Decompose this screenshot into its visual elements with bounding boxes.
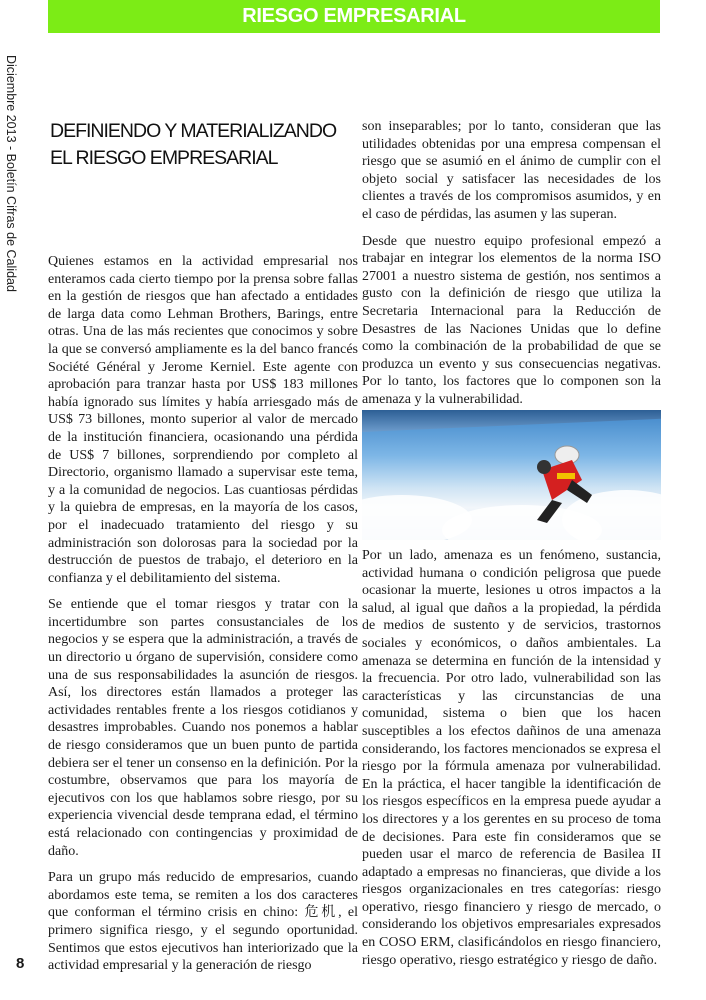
skydiver-figure [512,425,602,525]
paragraph: Para un grupo más reducido de empresarios, cuando abordamos este tema, se remiten a los dos caracteres que conforman el término crisis en chino: 危机, el primero significa riesgo, y el segundo oportunidad. Sentimos que estos ejecutivos han interiorizado que la actividad empresarial y la generación de riesgo [48,870,358,974]
section-title: RIESGO EMPRESARIAL [242,5,466,27]
running-head-text: Diciembre 2013 - Boletín Cifras de Calidad [4,55,18,292]
paragraph: Quienes estamos en la actividad empresarial nos enteramos cada cierto tiempo por la prensa sobre fallas en la gestión de riesgos que han afectado a entidades de larga data como Lehman Brothers, Barings, entre otras. Una de las más recientes que conocimos y sobre la que se conversó ampliamente es la del banco francés Société Général y Jerome Kerniel. Este agente con aprobación para tranzar hasta por US$ 183 millones había ignorado sus límites y había arriesgado más de US$ 73 billones, monto superior al valor de mercado de la institución financiera, ocasionando una pérdida de US$ 7 billones, sorprendiendo por completo al Directorio, organismo llamado a supervisar este tema, y a la comunidad de negocios. Las cuantiosas pérdidas y la quiebra de empresas, en la mayoría de los casos, por el inadecuado tratamiento del riesgo y su administración son dolorosas para la sociedad por la destrucción de puestos de trabajo, el deterioro en la confianza y el debilitamiento del sistema. [48,254,358,586]
left-column [48,253,358,984]
sidebar-running-head [2,55,18,292]
article-title: DEFINIENDO Y MATERIALIZANDO EL RIESGO EMPRESARIAL [50,120,337,169]
paragraph: son inseparables; por lo tanto, consideran que las utilidades obtenidas por una empresa compensan el riesgo que se asumió en el ánimo de cumplir con el objeto social y satisfacer las necesidades de los clientes a través de los compromisos asumidos, y en el caso de pérdidas, las asumen y las superan. [362,119,661,222]
paragraph: Desde que nuestro equipo profesional empezó a trabajar en integrar los elementos de la norma ISO 27001 a nuestro sistema de gestión, nos sentimos a gusto con la definición de riesgo que utiliza la Secretaria Internacional para la Reducción de Desastres de las Naciones Unidas que lo define como la combinación de la probabilidad de que se produzca un evento y sus consecuencias negativas. Por lo tanto, los factores que lo componen son la amenaza y la vulnerabilidad. [362,233,661,407]
right-column-bottom [362,547,661,978]
page-number: 8 [16,955,25,972]
skydiver-photo [362,410,661,540]
right-column-top [362,118,661,418]
paragraph: Por un lado, amenaza es un fenómeno, sustancia, actividad humana o condición peligrosa que puede ocasionar la muerte, lesiones u otros impactos a la salud, al igual que daños a la propiedad, la pérdida de medios de sustento y de servicios, trastornos sociales y económicos, o daños ambientales. La amenaza se determina en función de la intensidad y la frecuencia. Por otro lado, vulnerabilidad son las características y las circunstancias de una comunidad, sistema o bien que los hacen susceptibles a los efectos dañinos de una amenaza considerando, los factores mencionados se expresa el riesgo por la fórmula amenaza por vulnerabilidad. En la práctica, el hacer tangible la identificación de los riesgos específicos en la empresa puede ayudar a los directores y a los gerentes en su proceso de toma de decisiones. Para este fin consideramos que se pueden usar el marco de referencia de Basilea II adaptado a empresas no financieras, que divide a los riesgos organizacionales en tres categorías: riesgo operativo, riesgo financiero y riesgo de mercado, o considerando los objetivos empresariales expresados en COSO ERM, clasificándolos en riesgo financiero, riesgo operativo, riesgo estratégico y riesgo de daño. [362,548,661,968]
section-banner [48,0,660,33]
paragraph: Se entiende que el tomar riesgos y tratar con la incertidumbre son partes consustanciales de los negocios y se espera que la administración, a través de un directorio u órgano de supervisión, considere como una de sus responsabilidades la asunción de riesgos. Así, los directores están llamados a proteger las actividades rentables frente a los riesgos cotidianos y desastres improbables. Cuando nos ponemos a hablar de riesgo consideramos que un buen punto de partida debiera ser el tener un consenso en la definición. Por la costumbre, observamos que para los mayoría de ejecutivos con los que hablamos sobre riesgo, por su experiencia vivencial desde temprana edad, el término está relacionado con contingencias y proximidad de daño. [48,597,358,859]
